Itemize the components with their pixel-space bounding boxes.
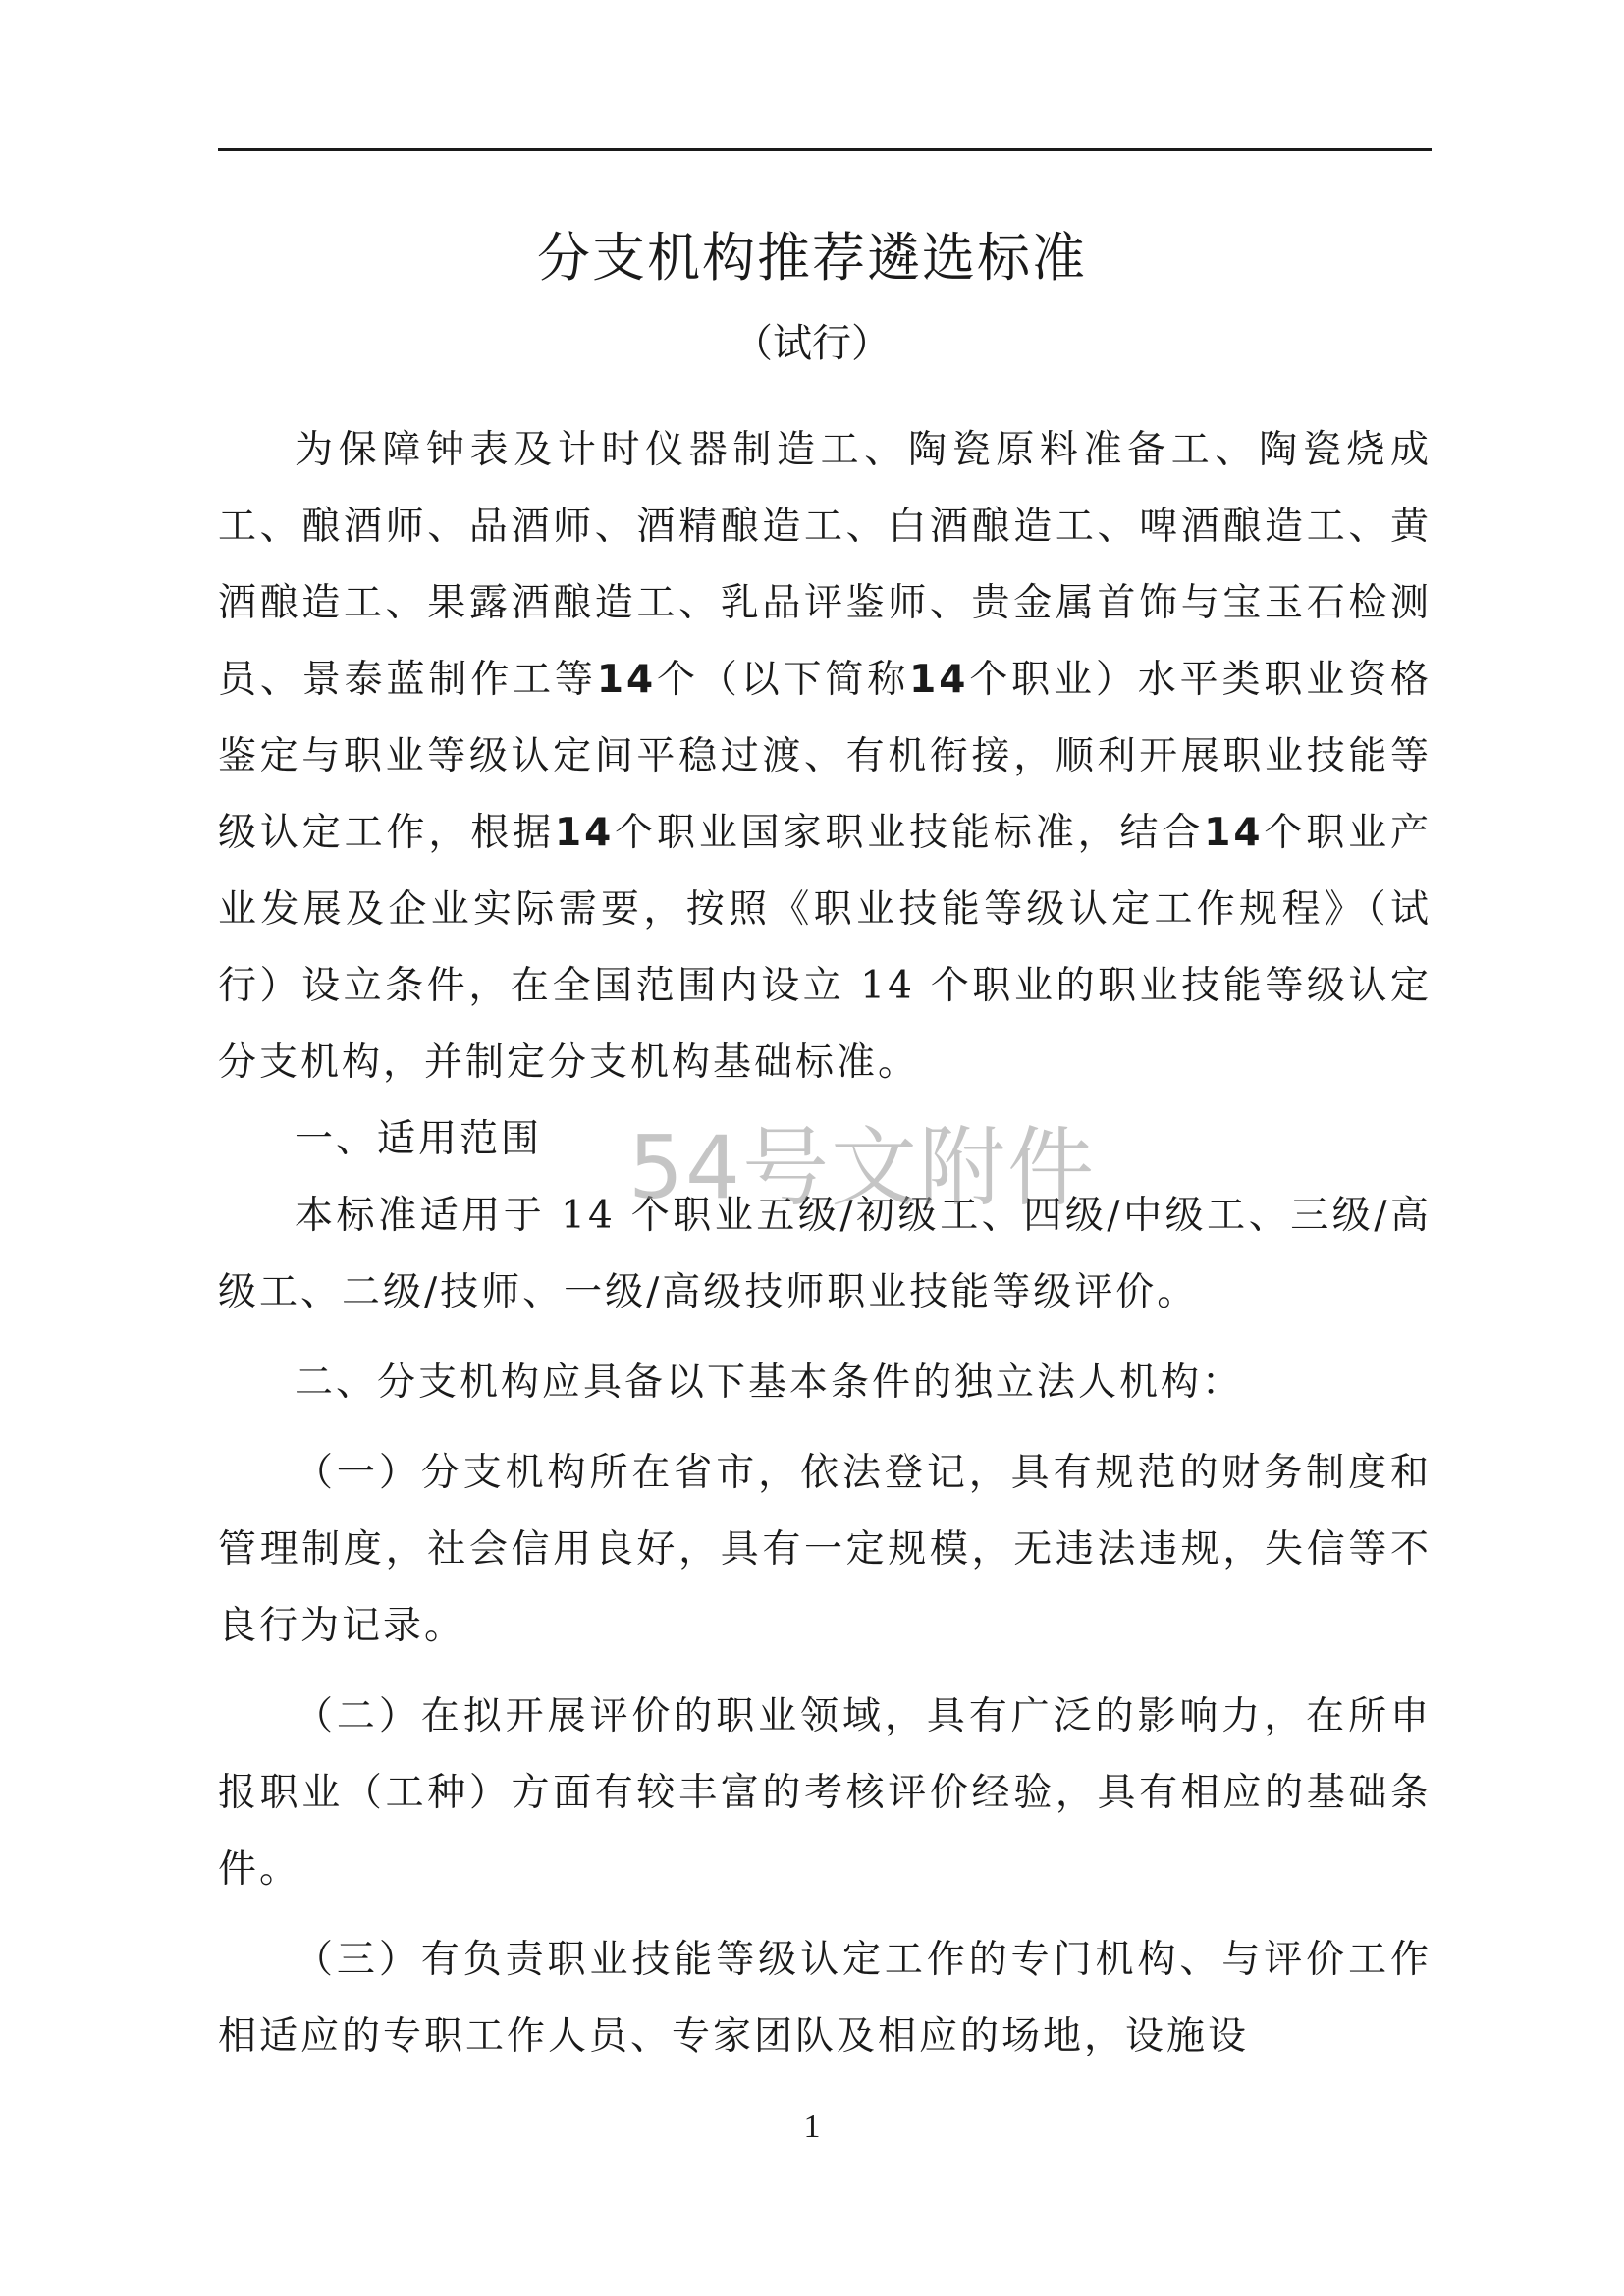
document-subtitle: （试行） — [733, 321, 891, 366]
condition-item-1: （一）分支机构所在省市，依法登记，具有规范的财务制度和管理制度，社会信用良好，具有一定规模，无违法违规，失信等不良行为记录。 — [218, 1451, 1432, 1648]
condition-item-3: （三）有负责职业技能等级认定工作的专门机构、与评价工作相适应的专职工作人员、专家团队及相应的场地，设施设 — [218, 1938, 1432, 2058]
document-body — [218, 412, 1432, 2075]
watermark-text: 54号文附件 — [628, 1117, 1096, 1218]
page-number: 1 — [803, 2109, 821, 2145]
section-heading-conditions: 二、分支机构应具备以下基本条件的独立法人机构： — [295, 1361, 1244, 1405]
header-rule — [218, 148, 1432, 151]
document-title: 分支机构推荐遴选标准 — [537, 227, 1087, 289]
intro-paragraph: 为保障钟表及计时仪器制造工、陶瓷原料准备工、陶瓷烧成工、酿酒师、品酒师、酒精酿造工、白酒酿造工、啤酒酿造工、黄酒酿造工、果露酒酿造工、乳品评鉴师、贵金属首饰与宝玉石检测员、景泰蓝制作工等14个（以下简称14个职业）水平类职业资格鉴定与职业等级认定间平稳过渡、有机衔接，顺利开展职业技能等级认定工作，根据14个职业国家职业技能标准，结合14个职业产业发展及企业实际需要，按照《职业技能等级认定工作规程》（试行）设立条件，在全国范围内设立 14 个职业的职业技能等级认定分支机构，并制定分支机构基础标准。 — [218, 428, 1432, 1085]
scope-paragraph: 本标准适用于 14 个职业五级/初级工、四级/中级工、三级/高级工、二级/技师、一级/高级技师职业技能等级评价。 — [218, 1194, 1432, 1314]
section-heading-scope: 一、适用范围 — [295, 1117, 543, 1161]
condition-item-2: （二）在拟开展评价的职业领域，具有广泛的影响力，在所申报职业（工种）方面有较丰富的考核评价经验，具有相应的基础条件。 — [218, 1694, 1432, 1892]
